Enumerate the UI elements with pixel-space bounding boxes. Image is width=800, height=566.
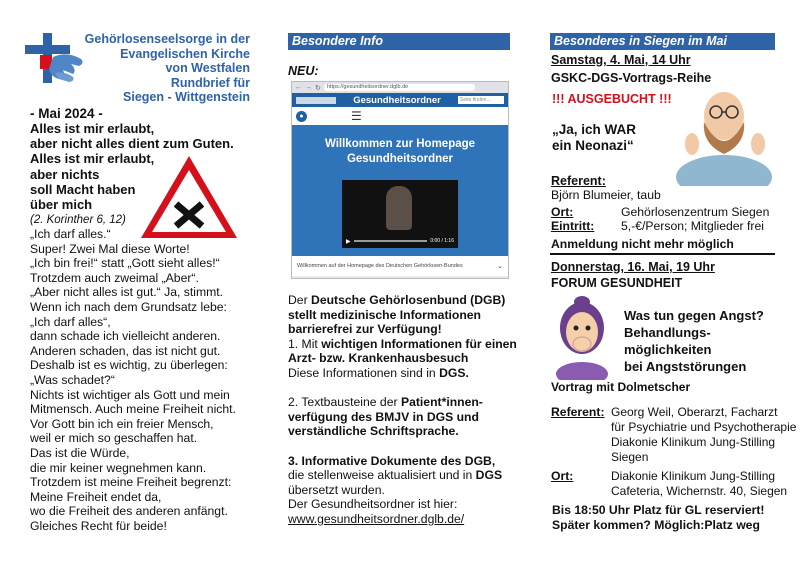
site-name: Gesundheitsordner bbox=[353, 94, 441, 106]
text-line: Meine Freiheit endet da, bbox=[30, 489, 162, 504]
note-line: Bis 18:50 Uhr Platz für GL reserviert! bbox=[552, 503, 765, 517]
ref-line: Siegen bbox=[611, 450, 649, 464]
column-monthly-letter bbox=[0, 0, 265, 566]
verse-line: über mich bbox=[30, 197, 93, 213]
text-line: die mir keiner wegnehmen kann. bbox=[30, 460, 207, 475]
text-line: Super! Zwei Mal diese Worte! bbox=[30, 241, 190, 256]
browser-toolbar bbox=[292, 82, 508, 93]
text-line: Anderen schaden, das ist nicht gut. bbox=[30, 343, 221, 358]
text-line: Vor Gott bin ich ein freier Mensch, bbox=[30, 416, 214, 431]
verse-line: aber nichts bbox=[30, 166, 100, 182]
point-3: 3. Informative Dokumente des DGB, bbox=[288, 453, 496, 468]
reflection-text bbox=[30, 227, 236, 533]
gesundheitsordner-link[interactable]: www.gesundheitsordner.dglb.de/ bbox=[288, 511, 465, 526]
text-line: Trotzdem ist meine Freiheit begrenzt: bbox=[30, 475, 232, 490]
site-header bbox=[292, 93, 508, 107]
note-line: Später kommen? Möglich:Platz weg bbox=[552, 518, 760, 532]
verse-line: aber nicht alles dient zum Guten. bbox=[30, 136, 234, 152]
ref-line: Diakonie Klinikum Jung-Stilling bbox=[611, 435, 776, 449]
org-line: Gehörlosenseelsorge in der bbox=[84, 32, 250, 46]
intro-prefix: Der bbox=[288, 293, 312, 307]
site-hero bbox=[292, 125, 508, 256]
title-line: Behandlungs- bbox=[624, 325, 711, 340]
title-line: bei Angststörungen bbox=[624, 359, 747, 374]
text-line: „Ich bin frei!“ statt „Gott sieht alles!“ bbox=[30, 256, 220, 271]
site-nav bbox=[292, 107, 508, 125]
org-line: Rundbrief für bbox=[170, 75, 250, 90]
issue-date: - Mai 2024 - bbox=[30, 106, 103, 121]
text-line: weil er mich so geschaffen hat. bbox=[30, 431, 198, 446]
ref-line: für Psychiatrie und Psychotherapie bbox=[611, 420, 797, 434]
play-icon: ▶ bbox=[346, 238, 351, 245]
text-line: dann schade ich vielleicht anderen. bbox=[30, 329, 221, 344]
video-time: 0:00 / 1:16 bbox=[430, 238, 454, 244]
point-1 bbox=[288, 337, 520, 366]
speaker-illustration bbox=[672, 82, 776, 186]
hero-line: Gesundheitsordner bbox=[346, 153, 454, 165]
p3-d: übersetzt wurden. bbox=[288, 482, 385, 497]
forward-arrow-icon: → bbox=[305, 84, 312, 91]
hero-title bbox=[292, 137, 508, 167]
event1-eintritt: 5,-€/Person; Mitglieder frei bbox=[621, 219, 764, 233]
event2-title bbox=[624, 307, 764, 375]
event1-date: Samstag, 4. Mai, 14 Uhr bbox=[551, 53, 691, 67]
point-1-note bbox=[288, 366, 520, 381]
text-line: Trotzdem auch zweimal „Aber“. bbox=[30, 270, 199, 285]
address-bar: https://gesundheitsordner.dglb.de bbox=[324, 84, 475, 91]
event1-series: GSKC-DGS-Vortrags-Reihe bbox=[551, 71, 712, 85]
title-line: möglichkeiten bbox=[624, 342, 712, 357]
menu-icon: ☰ bbox=[351, 109, 362, 123]
point-2 bbox=[288, 395, 520, 439]
event1-referent-label: Referent: bbox=[551, 174, 606, 188]
org-line: Evangelischen Kirche bbox=[120, 46, 250, 61]
text-line: Wenn ich nach dem Grundsatz lebe: bbox=[30, 299, 227, 314]
column-special-info bbox=[265, 0, 530, 566]
text-line: Gleiches Recht für beide! bbox=[30, 518, 167, 533]
ref-line: Georg Weil, Oberarzt, Facharzt bbox=[611, 405, 778, 419]
section-header: Besonderes in Siegen im Mai bbox=[550, 33, 775, 50]
ort-line: Diakonie Klinikum Jung-Stilling bbox=[611, 469, 776, 483]
event1-booked-badge: !!! AUSGEBUCHT !!! bbox=[552, 92, 672, 106]
text-line: Deshalb ist es wichtig, zu überlegen: bbox=[30, 358, 228, 373]
chevron-down-icon: ⌄ bbox=[497, 263, 503, 270]
ort-line: Cafeteria, Wichernstr. 40, Siegen bbox=[611, 484, 788, 498]
org-line: Siegen - Wittgenstein bbox=[123, 90, 250, 104]
event1-ort-label: Ort: bbox=[551, 205, 574, 219]
event2-date: Donnerstag, 16. Mai, 19 Uhr bbox=[551, 260, 715, 274]
p2-a: 2. Textbausteine der bbox=[288, 395, 401, 410]
event1-eintritt-label: Eintritt: bbox=[551, 219, 595, 233]
event2-referent-label: Referent: bbox=[551, 405, 605, 419]
title-line: Was tun gegen Angst? bbox=[624, 308, 764, 323]
title-line: ein Neonazi“ bbox=[552, 138, 634, 153]
p1-c: Diese Informationen sind in bbox=[288, 365, 440, 380]
text-line: wo die Freiheit des anderen anfängt. bbox=[30, 504, 228, 519]
text-line: Nichts ist wichtiger als Gott und mein bbox=[30, 387, 230, 402]
site-dropdown bbox=[292, 256, 508, 276]
dropdown-text: Willkommen auf der Homepage des Deutschen Gehörlosen-Bundes bbox=[297, 263, 463, 269]
divider bbox=[550, 253, 775, 255]
p1-d: DGS. bbox=[439, 365, 469, 380]
anxious-girl-illustration bbox=[548, 292, 618, 380]
p3-e: Der Gesundheitsordner ist hier: bbox=[288, 497, 458, 512]
verse-line: Alles ist mir erlaubt, bbox=[30, 121, 155, 136]
p1-a: 1. Mit bbox=[288, 336, 322, 351]
accessibility-icon: ● bbox=[296, 111, 307, 122]
text-line: Mitmensch. Auch meine Freiheit nicht. bbox=[30, 402, 236, 417]
event2-forum: FORUM GESUNDHEIT bbox=[551, 276, 683, 290]
text-line: Das ist die Würde, bbox=[30, 445, 130, 460]
event2-referent bbox=[611, 405, 796, 465]
intro-paragraph bbox=[288, 293, 520, 337]
title-line: „Ja, ich WAR bbox=[552, 122, 637, 137]
org-line: von Westfalen bbox=[165, 61, 250, 75]
event2-interpreter-note: Vortrag mit Dolmetscher bbox=[551, 380, 691, 394]
hero-line: Willkommen zur Homepage bbox=[324, 138, 476, 150]
event1-referent: Björn Blumeier, taub bbox=[551, 188, 661, 202]
info-text bbox=[288, 293, 520, 527]
signer-figure bbox=[386, 186, 412, 230]
organization-title bbox=[80, 32, 250, 105]
verse-line: Alles ist mir erlaubt, bbox=[30, 151, 155, 167]
p3-b: die stellenweise aktualisiert und in bbox=[288, 468, 476, 483]
event1-registration-note: Anmeldung nicht mehr möglich bbox=[551, 237, 734, 251]
sign-language-video bbox=[342, 180, 458, 248]
verse-reference: (2. Korinther 6, 12) bbox=[30, 214, 126, 226]
section-header: Besondere Info bbox=[288, 33, 510, 50]
p1-b: wichtigen Informationen für einen Arzt- bzw. Krankenhausbesuch bbox=[288, 336, 517, 366]
text-line: „Ich darf alles.“ bbox=[30, 227, 111, 241]
text-line: „Aber nicht alles ist gut.“ Ja, stimmt. bbox=[30, 285, 224, 300]
p3-c: DGS bbox=[475, 468, 503, 483]
verse-line: soll Macht haben bbox=[30, 181, 136, 197]
new-label: NEU: bbox=[288, 64, 319, 78]
back-arrow-icon: ← bbox=[295, 84, 302, 91]
event2-ort bbox=[611, 469, 787, 499]
p2-b: Patient*innen-verfügung des BMJV in DGS und verständliche Schriftsprache. bbox=[288, 395, 483, 439]
dgb-logo bbox=[296, 97, 336, 104]
event1-ort: Gehörlosenzentrum Siegen bbox=[621, 205, 770, 219]
event2-ort-label: Ort: bbox=[551, 469, 574, 483]
event2-seating-note bbox=[552, 503, 764, 533]
intro-bold: Deutsche Gehörlosenbund (DGB) stellt medizinische Informationen barrierefrei zur Verfügung! bbox=[288, 293, 506, 337]
website-screenshot bbox=[291, 81, 509, 279]
site-search: Seite finden... bbox=[458, 96, 504, 104]
text-line: „Ich darf alles“, bbox=[30, 314, 111, 329]
video-controls bbox=[346, 237, 454, 245]
event1-title bbox=[552, 122, 636, 154]
point-3-text bbox=[288, 468, 520, 483]
column-events bbox=[530, 0, 800, 566]
reload-icon: ↻ bbox=[315, 84, 321, 92]
text-line: „Was schadet?“ bbox=[30, 372, 115, 387]
